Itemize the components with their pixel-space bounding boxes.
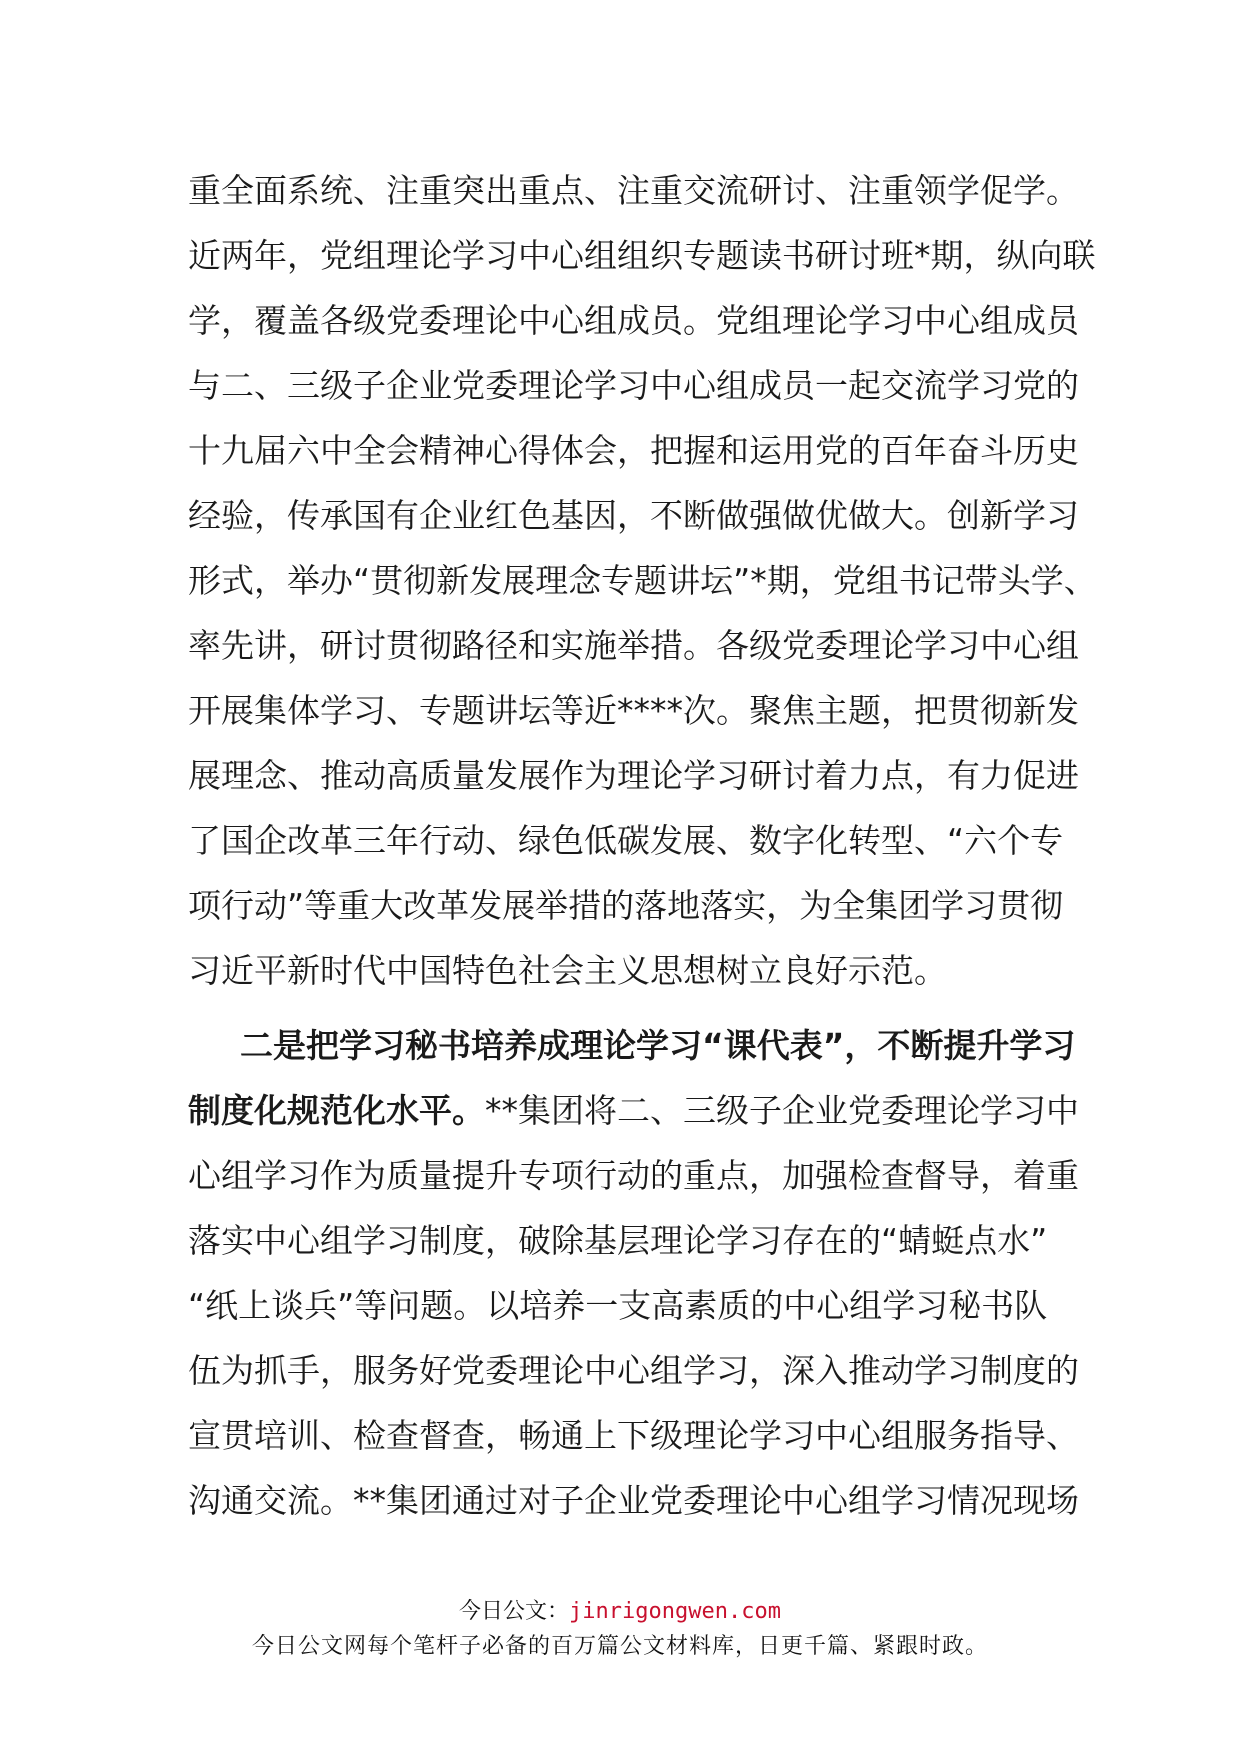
footer-source-line (0, 1596, 1240, 1628)
paragraph-2-line-2-text: **集团将二、三级子企业党委理论学习中 (485, 1091, 1079, 1130)
paragraph-2-heading-line-1: 二是把学习秘书培养成理论学习“课代表”，不断提升学习 (240, 1026, 1076, 1065)
paragraph-1-line-2: 近两年，党组理论学习中心组组织专题读书研讨班*期，纵向联 (188, 236, 1096, 275)
page-footer (0, 1596, 1240, 1666)
paragraph-1-line-10: 展理念、推动高质量发展作为理论学习研讨着力点，有力促进 (188, 756, 1079, 795)
paragraph-2-heading-line-2: 制度化规范化水平。 (188, 1091, 485, 1130)
paragraph-1-line-6: 经验，传承国有企业红色基因，不断做强做优做大。创新学习 (188, 496, 1079, 535)
paragraph-2-line-3: 心组学习作为质量提升专项行动的重点，加强检查督导，着重 (188, 1156, 1079, 1195)
footer-tagline: 今日公文网每个笔杆子必备的百万篇公文材料库，日更千篇、紧跟时政。 (251, 1634, 988, 1659)
paragraph-2-line-6: 伍为抓手，服务好党委理论中心组学习，深入推动学习制度的 (188, 1351, 1079, 1390)
document-body (188, 158, 1097, 1533)
paragraph-gap (188, 1003, 1058, 1013)
footer-url-link[interactable]: jinrigongwen.com (569, 1599, 781, 1624)
paragraph-1-line-7: 形式，举办“贯彻新发展理念专题讲坛”*期，党组书记带头学、 (188, 561, 1097, 600)
paragraph-2-line-8: 沟通交流。**集团通过对子企业党委理论中心组学习情况现场 (188, 1481, 1079, 1520)
paragraph-1-line-12: 项行动”等重大改革发展举措的落地落实，为全集团学习贯彻 (188, 886, 1064, 925)
paragraph-1-line-8: 率先讲，研讨贯彻路径和实施举措。各级党委理论学习中心组 (188, 626, 1079, 665)
paragraph-1-line-11: 了国企改革三年行动、绿色低碳发展、数字化转型、“六个专 (188, 821, 1064, 860)
paragraph-1-line-3: 学，覆盖各级党委理论中心组成员。党组理论学习中心组成员 (188, 301, 1079, 340)
paragraph-2-line-5: “纸上谈兵”等问题。以培养一支高素质的中心组学习秘书队 (188, 1286, 1048, 1325)
paragraph-2-line-7: 宣贯培训、检查督查，畅通上下级理论学习中心组服务指导、 (188, 1416, 1079, 1455)
paragraph-2-line-2 (188, 1078, 1079, 1143)
paragraph-1-line-1: 重全面系统、注重突出重点、注重交流研讨、注重领学促学。 (188, 171, 1079, 210)
paragraph-1-line-4: 与二、三级子企业党委理论学习中心组成员一起交流学习党的 (188, 366, 1079, 405)
paragraph-1-line-13: 习近平新时代中国特色社会主义思想树立良好示范。 (188, 951, 947, 990)
paragraph-1-line-9: 开展集体学习、专题讲坛等近****次。聚焦主题，把贯彻新发 (188, 691, 1079, 730)
footer-label: 今日公文： (459, 1599, 570, 1624)
paragraph-2-line-4: 落实中心组学习制度，破除基层理论学习存在的“蜻蜓点水” (188, 1221, 1048, 1260)
paragraph-1-line-5: 十九届六中全会精神心得体会，把握和运用党的百年奋斗历史 (188, 431, 1079, 470)
